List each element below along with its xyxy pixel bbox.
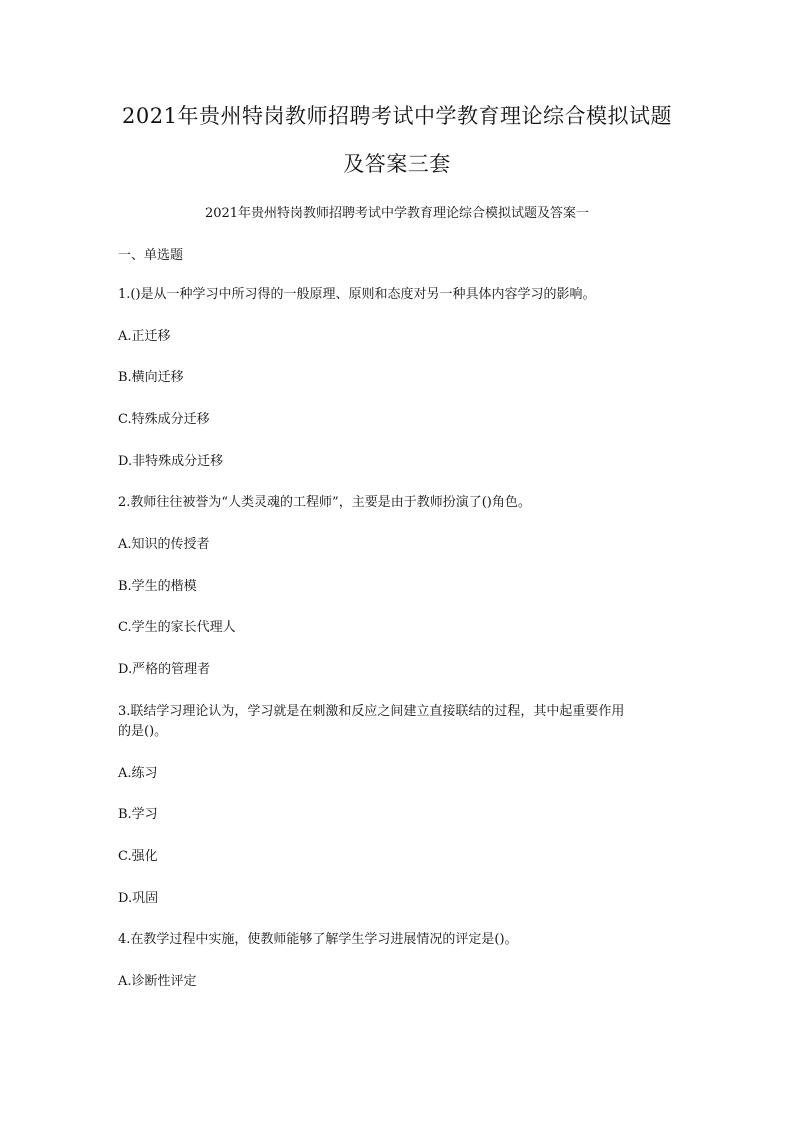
question-2-stem: 2.教师往往被誉为“人类灵魂的工程师”，主要是由于教师扮演了()角色。 <box>118 495 531 510</box>
document-title-line-2: 及答案三套 <box>343 152 451 176</box>
question-1-option-b: B.横向迁移 <box>118 370 184 385</box>
question-1-option-d: D.非特殊成分迁移 <box>118 454 224 469</box>
question-1-stem: 1.()是从一种学习中所习得的一般原理、原则和态度对另一种具体内容学习的影响。 <box>118 287 596 302</box>
question-2-option-d: D.严格的管理者 <box>118 662 211 677</box>
question-3-option-a: A.练习 <box>118 766 158 781</box>
question-4-option-a: A.诊断性评定 <box>118 974 197 989</box>
question-1-option-a: A.正迁移 <box>118 329 171 344</box>
question-2-option-a: A.知识的传授者 <box>118 537 210 552</box>
question-1-option-c: C.特殊成分迁移 <box>118 412 210 427</box>
question-2-option-b: B.学生的楷模 <box>118 579 197 594</box>
question-3-option-d: D.巩固 <box>118 891 159 906</box>
question-3-option-b: B.学习 <box>118 807 158 822</box>
question-2-option-c: C.学生的家长代理人 <box>118 620 236 635</box>
section-heading: 一、单选题 <box>118 248 184 263</box>
document-subtitle: 2021年贵州特岗教师招聘考试中学教育理论综合模拟试题及答案一 <box>204 206 590 221</box>
document-title-line-1: 2021年贵州特岗教师招聘考试中学教育理论综合模拟试题 <box>122 104 672 128</box>
question-4-stem: 4.在教学过程中实施，使教师能够了解学生学习进展情况的评定是()。 <box>118 932 518 947</box>
question-3-stem-line-1: 3.联结学习理论认为，学习就是在刺激和反应之间建立直接联结的过程，其中起重要作用 <box>118 704 625 719</box>
question-3-stem-line-2: 的是()。 <box>118 724 168 739</box>
question-3-option-c: C.强化 <box>118 849 158 864</box>
